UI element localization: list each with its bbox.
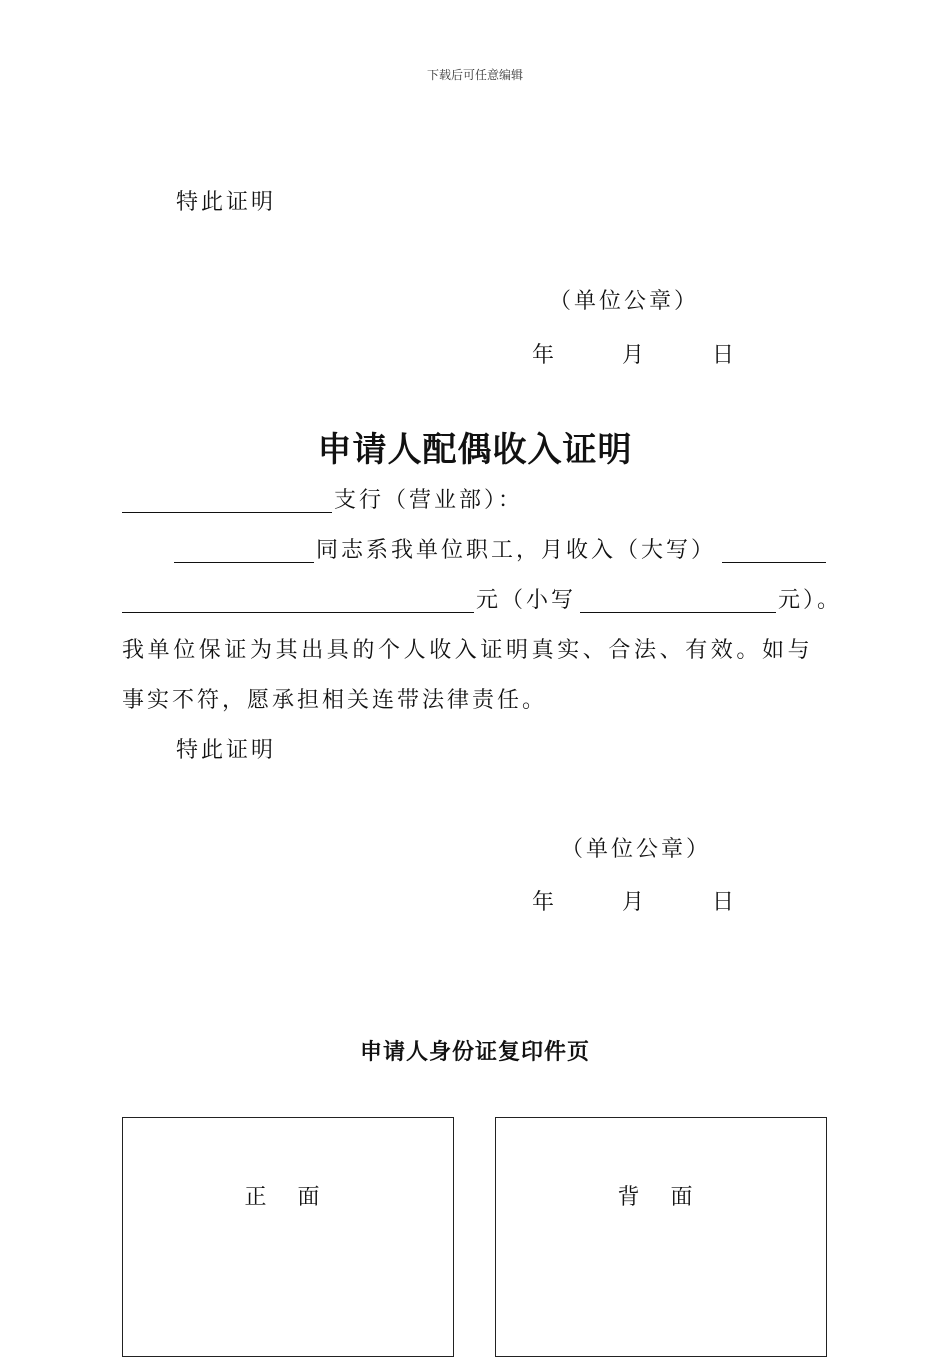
guarantee-text-line1: 我单位保证为其出具的个人收入证明真实、合法、有效。如与 <box>122 638 814 663</box>
id-front-box <box>122 1117 454 1357</box>
closing-text: 特此证明 <box>176 190 277 215</box>
income-unit-a: 元（小写 <box>476 588 577 613</box>
page-header-note: 下载后可任意编辑 <box>426 68 523 82</box>
branch-suffix: 支行（营业部）： <box>334 488 524 513</box>
date-day: 日 <box>712 343 735 368</box>
employee-statement: 同志系我单位职工，月收入（大写） <box>316 538 717 563</box>
income-unit-b: 元）。 <box>778 588 843 613</box>
closing-text-2: 特此证明 <box>176 738 277 763</box>
seal-placeholder: （单位公章） <box>549 289 700 314</box>
certificate-title: 申请人配偶收入证明 <box>317 430 633 470</box>
id-back-box <box>495 1117 827 1357</box>
guarantee-text-line2: 事实不符，愿承担相关连带法律责任。 <box>122 688 548 713</box>
date-month-2: 月 <box>622 890 645 915</box>
id-back-label: 背 面 <box>617 1185 705 1210</box>
id-front-label: 正 面 <box>244 1185 332 1210</box>
income-uppercase-blank-a <box>722 562 826 563</box>
date-day-2: 日 <box>712 890 735 915</box>
income-lowercase-blank <box>580 612 776 613</box>
seal-placeholder-2: （单位公章） <box>561 837 712 862</box>
date-year: 年 <box>532 343 555 368</box>
employee-name-blank <box>174 562 314 563</box>
date-year-2: 年 <box>532 890 555 915</box>
id-copy-title: 申请人身份证复印件页 <box>359 1040 590 1065</box>
branch-name-blank <box>122 512 332 513</box>
date-month: 月 <box>622 343 645 368</box>
income-uppercase-blank-b <box>122 612 474 613</box>
